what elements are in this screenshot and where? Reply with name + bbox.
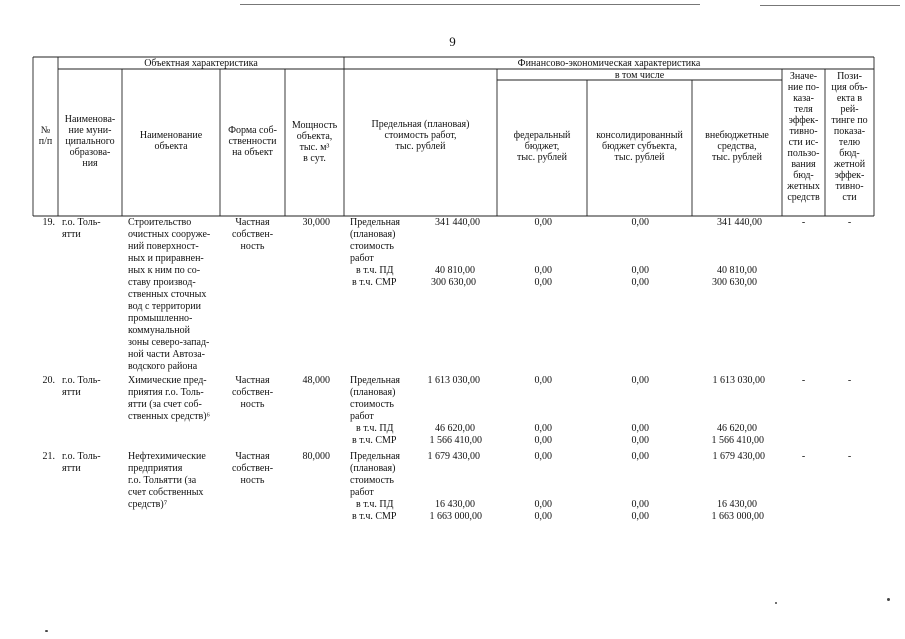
- row-capacity: 80,000: [302, 451, 330, 462]
- row-pd-total: 16 430,00: [435, 499, 475, 510]
- row-smr-federal: 0,00: [534, 435, 552, 446]
- row-pd-label: в т.ч. ПД: [356, 499, 394, 510]
- row-smr-offbudget: 1 566 410,00: [711, 435, 764, 446]
- header-col-limit-cost: Предельная (плановая) стоимость работ, тыс. рублей: [371, 119, 470, 152]
- scan-speck: [775, 602, 777, 604]
- scan-speck: [45, 630, 48, 632]
- row-pd-consolidated: 0,00: [631, 265, 649, 276]
- row-pd-offbudget: 16 430,00: [717, 499, 757, 510]
- row-smr-total: 1 663 000,00: [429, 511, 482, 522]
- row-number: 20.: [42, 375, 55, 386]
- row-pd-total: 40 810,00: [435, 265, 475, 276]
- row-federal: 0,00: [534, 217, 552, 228]
- row-efficiency: -: [801, 217, 806, 228]
- row-rank: -: [847, 375, 852, 386]
- row-offbudget: 1 613 030,00: [712, 375, 765, 386]
- row-rank: -: [847, 451, 852, 462]
- row-smr-federal: 0,00: [534, 277, 552, 288]
- row-smr-federal: 0,00: [534, 511, 552, 522]
- header-col-num-line2: п/п: [38, 136, 53, 147]
- row-pd-federal: 0,00: [534, 499, 552, 510]
- row-capacity: 30,000: [302, 217, 330, 228]
- row-cost-total: 341 440,00: [435, 217, 480, 228]
- header-group-finance: Финансово-экономическая характеристика: [517, 58, 701, 69]
- row-cost-label: Предельная (плановая) стоимость работ: [350, 375, 400, 422]
- row-efficiency: -: [801, 451, 806, 462]
- row-pd-consolidated: 0,00: [631, 499, 649, 510]
- row-ownership: Частная собствен- ность: [231, 217, 274, 252]
- row-cost-total: 1 613 030,00: [427, 375, 480, 386]
- header-col-efficiency: Значе- ние по- каза- теля эффек- тивно- сти ис- пользо- вания бюд- жетных средств: [787, 71, 820, 203]
- row-pd-label: в т.ч. ПД: [356, 423, 394, 434]
- page-number: 9: [449, 34, 456, 49]
- header-col-offbudget: внебюджетные средства, тыс. рублей: [705, 130, 769, 163]
- header-col-object-name: Наименование объекта: [139, 130, 203, 152]
- row-municipality: г.о. Толь- ятти: [62, 217, 101, 240]
- header-col-rank: Пози- ция объ- екта в рей- тинге по показа- телю бюд- жетной эффек- тивно- сти: [831, 71, 868, 203]
- header-in-that-number: в том числе: [614, 70, 665, 81]
- header-col-municipality: Наименова- ние муни- ципального образова- ния: [64, 114, 116, 169]
- row-efficiency: -: [801, 375, 806, 386]
- row-cost-label: Предельная (плановая) стоимость работ: [350, 217, 400, 264]
- row-smr-label: в т.ч. СМР: [352, 511, 397, 522]
- row-object-name: Нефтехимические предприятия г.о. Тольятти (за счет собственных средств)⁷: [128, 451, 206, 510]
- row-cost-label: Предельная (плановая) стоимость работ: [350, 451, 400, 498]
- row-smr-consolidated: 0,00: [631, 277, 649, 288]
- row-smr-offbudget: 1 663 000,00: [711, 511, 764, 522]
- row-smr-label: в т.ч. СМР: [352, 435, 397, 446]
- row-federal: 0,00: [534, 375, 552, 386]
- row-object-name: Химические пред- приятия г.о. Толь- ятти (за счет соб- ственных средств)⁶: [128, 375, 211, 422]
- row-cost-total: 1 679 430,00: [427, 451, 480, 462]
- header-col-consolidated: консолидированный бюджет субъекта, тыс. рублей: [596, 130, 683, 163]
- header-group-object: Объектная характеристика: [144, 58, 258, 69]
- row-consolidated: 0,00: [631, 451, 649, 462]
- row-offbudget: 341 440,00: [717, 217, 762, 228]
- row-number: 19.: [42, 217, 55, 228]
- row-pd-consolidated: 0,00: [631, 423, 649, 434]
- header-col-num: [33, 125, 58, 147]
- row-consolidated: 0,00: [631, 375, 649, 386]
- row-offbudget: 1 679 430,00: [712, 451, 765, 462]
- header-col-num-line1: №: [40, 125, 51, 136]
- row-pd-offbudget: 46 620,00: [717, 423, 757, 434]
- scan-border-line: [240, 4, 700, 5]
- row-ownership: Частная собствен- ность: [231, 451, 274, 486]
- header-col-capacity: Мощность объекта, тыс. м³ в сут.: [291, 120, 338, 164]
- row-smr-label: в т.ч. СМР: [352, 277, 397, 288]
- row-object-name: Строительство очистных сооруже- ний поверхност- ных и приравнен- ных к ним по со- ставу производ- ственных сточных вод с территории промышленно- коммунальной зоны северо-запад- ной части Автоза- водского района: [128, 217, 211, 372]
- row-pd-total: 46 620,00: [435, 423, 475, 434]
- row-capacity: 48,000: [302, 375, 330, 386]
- scan-border-line: [760, 5, 900, 6]
- row-smr-consolidated: 0,00: [631, 511, 649, 522]
- row-rank: -: [847, 217, 852, 228]
- row-municipality: г.о. Толь- ятти: [62, 375, 101, 398]
- row-federal: 0,00: [534, 451, 552, 462]
- row-pd-offbudget: 40 810,00: [717, 265, 757, 276]
- header-col-federal: федеральный бюджет, тыс. рублей: [513, 130, 571, 163]
- row-smr-total: 300 630,00: [431, 277, 476, 288]
- row-smr-consolidated: 0,00: [631, 435, 649, 446]
- row-consolidated: 0,00: [631, 217, 649, 228]
- row-pd-federal: 0,00: [534, 265, 552, 276]
- row-number: 21.: [42, 451, 55, 462]
- row-pd-federal: 0,00: [534, 423, 552, 434]
- row-smr-total: 1 566 410,00: [429, 435, 482, 446]
- row-smr-offbudget: 300 630,00: [712, 277, 757, 288]
- row-municipality: г.о. Толь- ятти: [62, 451, 101, 474]
- row-ownership: Частная собствен- ность: [231, 375, 274, 410]
- header-col-ownership: Форма соб- ственности на объект: [228, 125, 277, 158]
- scan-speck: [887, 598, 890, 601]
- row-pd-label: в т.ч. ПД: [356, 265, 394, 276]
